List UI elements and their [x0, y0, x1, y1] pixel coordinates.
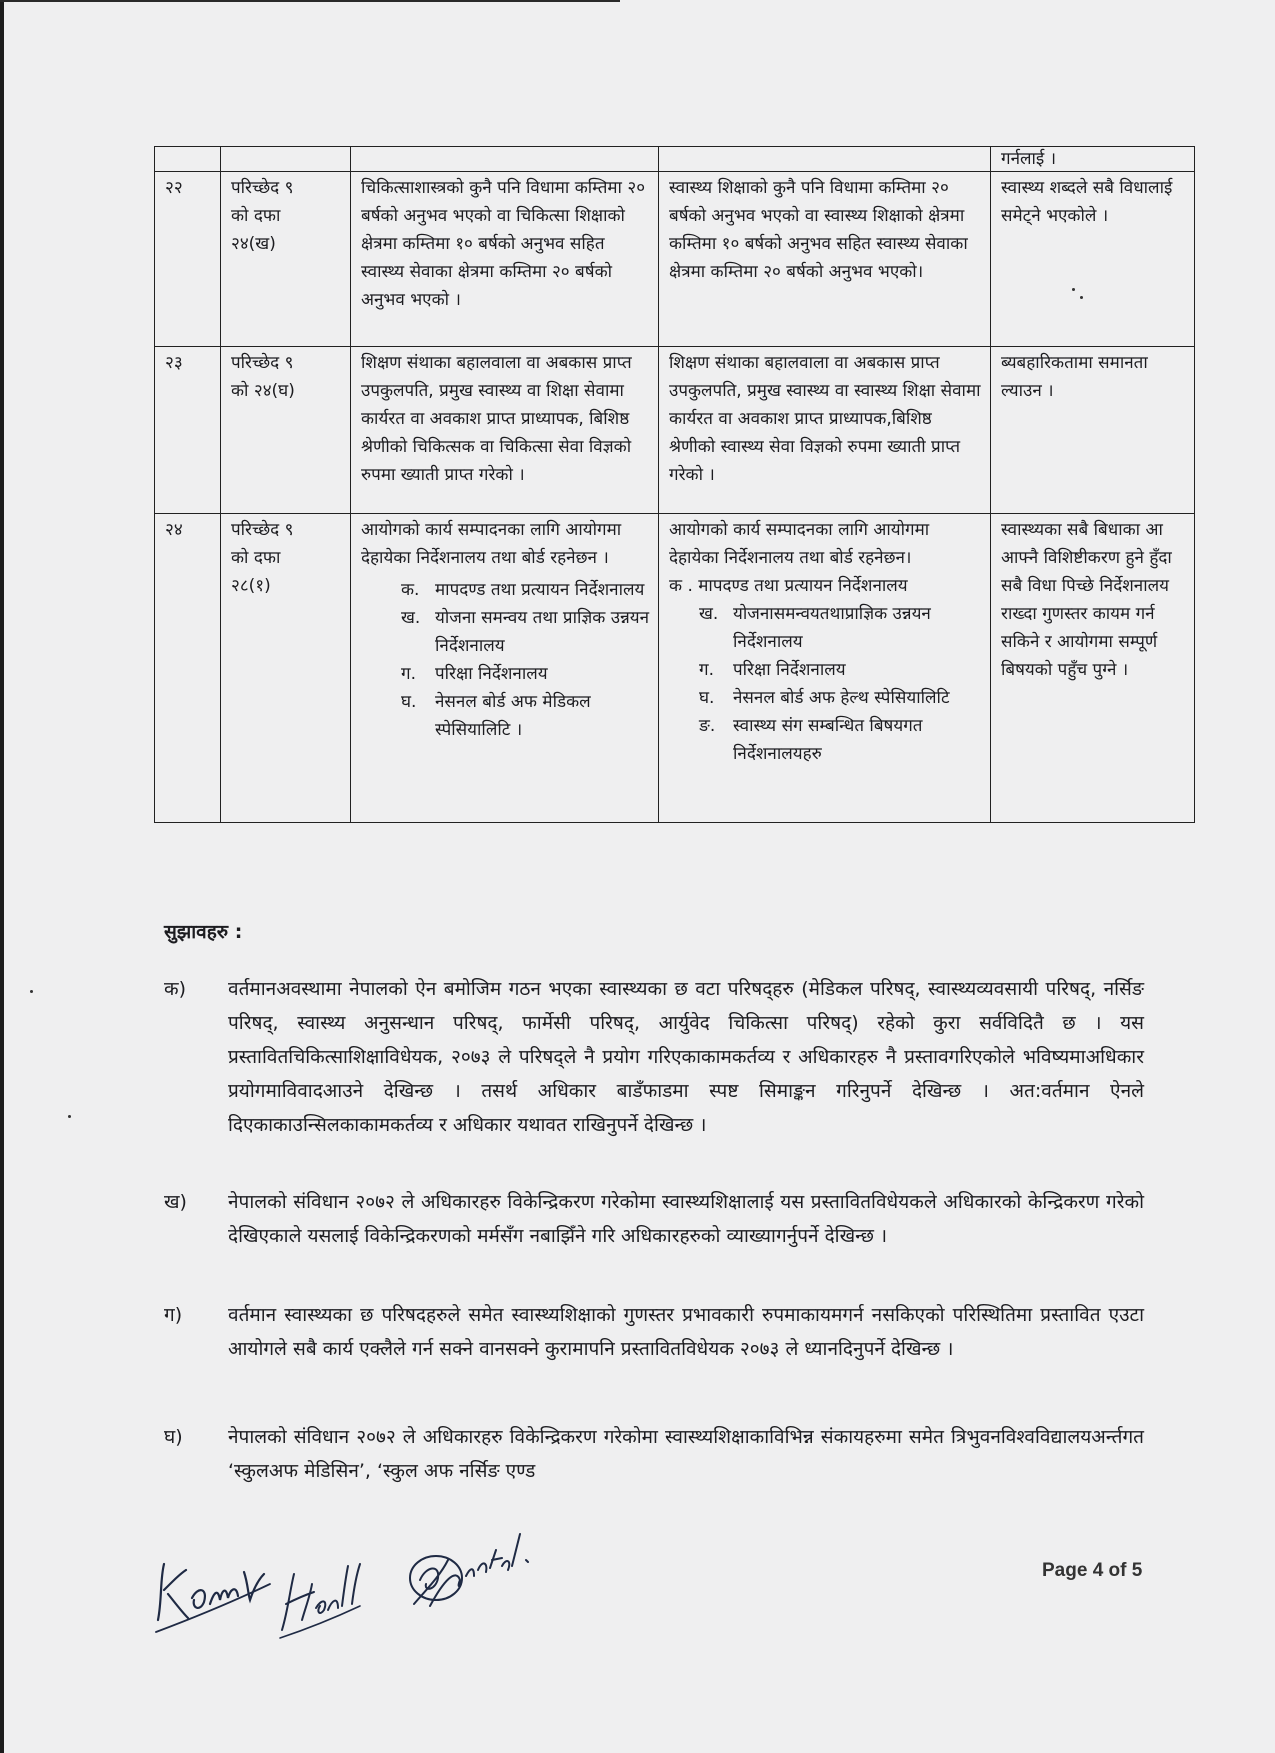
suggestion-item	[164, 1298, 1144, 1366]
scan-speck	[68, 1115, 71, 1118]
section-ref: परिच्छेद ९ को २४(घ)	[221, 347, 351, 514]
reason: गर्नलाई ।	[991, 147, 1195, 172]
list-item	[699, 656, 982, 684]
suggestion-item	[164, 972, 1144, 1142]
suggestion-text: वर्तमान स्वास्थ्यका छ परिषदहरुले समेत स्वास्थ्यशिक्षाको गुणस्तर प्रभावकारी रुपमाकायमगर्न नसकिएको परिस्थितिमा प्रस्तावित एउटा आयोगले सबै कार्य एक्लैले गर्न सक्ने वानसक्ने कुरामापनि प्रस्तावितविधेयक २०७३ ले ध्यानदिनुपर्ने देखिन्छ ।	[228, 1304, 1144, 1360]
list-item	[401, 604, 650, 660]
list-text: योजना समन्वय तथा प्राज्ञिक उन्नयन निर्देशनालय	[435, 608, 650, 656]
signature-3	[400, 1520, 540, 1650]
scan-edge	[0, 0, 4, 1753]
list-text: मापदण्ड तथा प्रत्यायन निर्देशनालय	[435, 580, 645, 600]
current-page: 4	[1092, 1560, 1104, 1581]
list-text: नेसनल बोर्ड अफ मेडिकल स्पेसियालिटि ।	[435, 692, 591, 740]
signature-2	[268, 1520, 368, 1650]
current-intro: आयोगको कार्य सम्पादनका लागि आयोगमा देहायेका निर्देशनालय तथा बोर्ड रहनेछन ।	[361, 520, 622, 568]
list-marker: ङ.	[699, 716, 716, 736]
suggestion-text: नेपालको संविधान २०७२ ले अधिकारहरु विकेन्द्रिकरण गरेकोमा स्वास्थ्यशिक्षाकाविभिन्न संकायहरुमा समेत त्रिभुवनविश्वविद्यालयअर्न्तगत ‘स्कुलअफ मेडिसिन’, ‘स्कुल अफ नर्सिङ एण्ड	[228, 1426, 1144, 1482]
scan-speck	[1080, 296, 1083, 299]
proposed-intro: आयोगको कार्य सम्पादनका लागि आयोगमा देहायेका निर्देशनालय तथा बोर्ड रहनेछन।	[669, 520, 930, 568]
table-row	[155, 514, 1195, 823]
current-provision	[351, 147, 659, 172]
section-ref	[221, 147, 351, 172]
list-marker: ग.	[401, 664, 416, 684]
list-marker: ग.	[699, 660, 714, 680]
list-item	[699, 600, 982, 656]
list-text: परिक्षा निर्देशनालय	[733, 660, 846, 680]
current-provision: शिक्षण संथाका बहालवाला वा अबकास प्राप्त उपकुलपति, प्रमुख स्वास्थ्य वा शिक्षा सेवामा कार्यरत वा अवकाश प्राप्त प्राध्यापक, बिशिष्ठ श्रेणीको चिकित्सक वा चिकित्सा सेवा विज्ञको रुपमा ख्याती प्राप्त गरेको ।	[351, 347, 659, 514]
reason: स्वास्थ्य शब्दले सबै विधालाई समेट्ने भएकोले ।	[991, 172, 1195, 347]
comparison-table	[154, 146, 1195, 823]
scan-top-edge	[0, 0, 620, 2]
reason: ब्यबहारिकतामा समानता ल्याउन ।	[991, 347, 1195, 514]
list-marker: ख.	[699, 604, 719, 624]
suggestion-marker: ग)	[164, 1304, 183, 1326]
suggestion-marker: ख)	[164, 1191, 187, 1213]
proposed-first-item: क . मापदण्ड तथा प्रत्यायन निर्देशनालय	[669, 576, 908, 596]
list-item	[401, 576, 650, 604]
list-text: नेसनल बोर्ड अफ हेल्थ स्पेसियालिटि	[733, 688, 950, 708]
list-text: स्वास्थ्य संग सम्बन्धित बिषयगत निर्देशनालयहरु	[733, 716, 923, 764]
table-row	[155, 147, 1195, 172]
suggestion-text: नेपालको संविधान २०७२ ले अधिकारहरु विकेन्द्रिकरण गरेकोमा स्वास्थ्यशिक्षालाई यस प्रस्तावितविधेयकले अधिकारको केन्द्रिकरण गरेको देखिएकाले यसलाई विकेन्द्रिकरणको मर्मसँग नबाझिँने गरि अधिकारहरुको व्याख्यागर्नुपर्ने देखिन्छ ।	[228, 1191, 1144, 1247]
list-text: योजनासमन्वयतथाप्राज्ञिक उन्नयन निर्देशनालय	[733, 604, 931, 652]
suggestion-marker: घ)	[164, 1426, 183, 1448]
list-item	[401, 660, 650, 688]
signature-1	[148, 1520, 278, 1650]
list-text: परिक्षा निर्देशनालय	[435, 664, 548, 684]
table-row	[155, 347, 1195, 514]
list-marker: घ.	[699, 688, 715, 708]
reason: स्वास्थ्यका सबै बिधाका आ आफ्नै विशिष्टीकरण हुने हुँदा सबै विधा पिच्छे निर्देशनालय राख्दा गुणस्तर कायम गर्न सकिने र आयोगमा सम्पूर्ण बिषयको पहुँच पुग्ने ।	[991, 514, 1195, 823]
suggestion-marker: क)	[164, 978, 187, 1000]
scan-speck	[1072, 288, 1075, 291]
current-list	[401, 576, 650, 744]
section-ref: परिच्छेद ९ को दफा २८(१)	[221, 514, 351, 823]
row-number: २३	[155, 347, 221, 514]
list-item	[401, 688, 650, 744]
table-row	[155, 172, 1195, 347]
suggestion-item	[164, 1420, 1144, 1488]
page-number: Page 4 of 5	[1042, 1560, 1143, 1581]
list-marker: ख.	[401, 608, 421, 628]
total-pages: 5	[1131, 1560, 1143, 1581]
list-item	[699, 712, 982, 768]
current-provision	[351, 514, 659, 823]
proposed-provision	[659, 514, 991, 823]
proposed-provision: स्वास्थ्य शिक्षाको कुनै पनि विधामा कम्तिमा २० बर्षको अनुभव भएको वा स्वास्थ्य शिक्षाको क्षेत्रमा कम्तिमा १० बर्षको अनुभव सहित स्वास्थ्य सेवाका क्षेत्रमा कम्तिमा २० बर्षको अनुभव भएको।	[659, 172, 991, 347]
suggestion-text: वर्तमानअवस्थामा नेपालको ऐन बमोजिम गठन भएका स्वास्थ्यका छ वटा परिषद्हरु (मेडिकल परिषद्, स्वास्थ्यव्यवसायी परिषद्, नर्सिङ परिषद्, स्वास्थ्य अनुसन्धान परिषद्, फार्मेसी परिषद्, आर्युवेद चिकित्सा परिषद्) रहेको कुरा सर्वविदितै छ । यस प्रस्तावितचिकित्साशिक्षाविधेयक, २०७३ ले परिषद्ले नै प्रयोग गरिएकाकामकर्तव्य र अधिकारहरु नै प्रस्तावगरिएकोले भविष्यमाअधिकार प्रयोगमाविवादआउने देखिन्छ । तसर्थ अधिकार बाडँफाडमा स्पष्ट सिमाङ्कन गरिनुपर्ने देखिन्छ । अत:वर्तमान ऐनले दिएकाकाउन्सिलकाकामकर्तव्य र अधिकार यथावत राखिनुपर्ने देखिन्छ ।	[228, 978, 1144, 1136]
scan-speck	[30, 990, 33, 993]
proposed-provision: शिक्षण संथाका बहालवाला वा अबकास प्राप्त उपकुलपति, प्रमुख स्वास्थ्य वा स्वास्थ्य शिक्षा सेवामा कार्यरत वा अवकाश प्राप्त प्राध्यापक,बिशिष्ठ श्रेणीको स्वास्थ्य सेवा विज्ञको रुपमा ख्याती प्राप्त गरेको ।	[659, 347, 991, 514]
row-number	[155, 147, 221, 172]
row-number: २४	[155, 514, 221, 823]
list-marker: क.	[401, 580, 420, 600]
proposed-list	[699, 600, 982, 768]
suggestion-item	[164, 1185, 1144, 1253]
row-number: २२	[155, 172, 221, 347]
suggestions-heading: सुझावहरु :	[164, 921, 243, 943]
proposed-provision	[659, 147, 991, 172]
current-provision: चिकित्साशास्त्रको कुनै पनि विधामा कम्तिमा २० बर्षको अनुभव भएको वा चिकित्सा शिक्षाको क्षेत्रमा कम्तिमा १० बर्षको अनुभव सहित स्वास्थ्य सेवाका क्षेत्रमा कम्तिमा २० बर्षको अनुभव भएको ।	[351, 172, 659, 347]
list-marker: घ.	[401, 692, 417, 712]
section-ref: परिच्छेद ९ को दफा २४(ख)	[221, 172, 351, 347]
list-item	[699, 684, 982, 712]
